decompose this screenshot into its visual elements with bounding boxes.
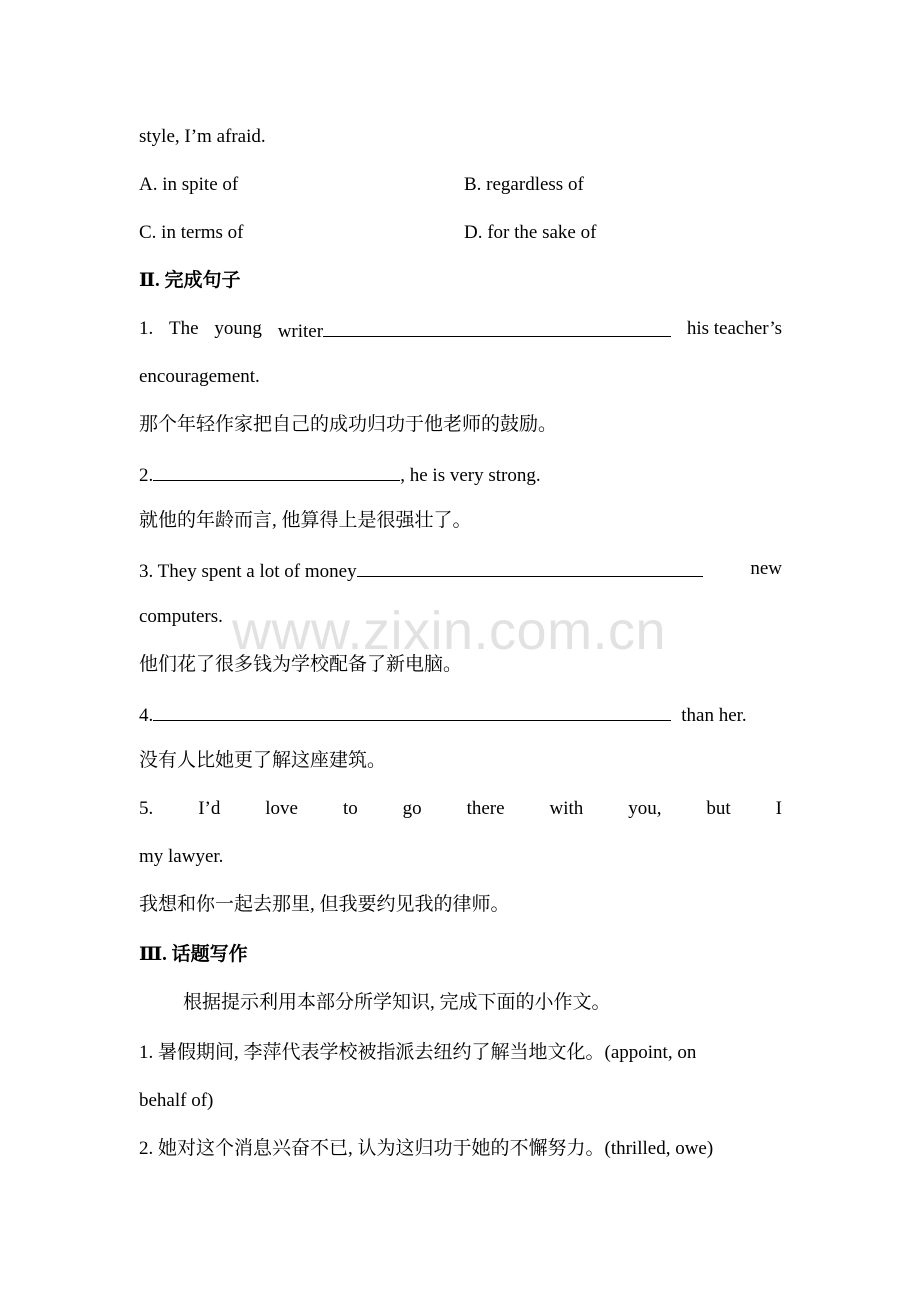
item-5-word: with — [549, 798, 584, 819]
option-a[interactable]: A. in spite of — [139, 174, 239, 195]
item-4-number: 4. — [139, 705, 154, 726]
options-row-2 — [139, 218, 782, 248]
item-5-word: 5. — [139, 798, 154, 819]
option-c[interactable]: C. in terms of — [139, 222, 244, 243]
item-5-word: I’d — [198, 798, 221, 819]
question-tail: style, I’m afraid. — [139, 126, 266, 147]
item-3-with-blank: 3. They spent a lot of money — [139, 554, 703, 584]
item-2-after: , he is very strong. — [400, 465, 541, 486]
section-3-instruction: 根据提示利用本部分所学知识, 完成下面的小作文。 — [183, 992, 611, 1013]
item-4-line — [139, 698, 782, 728]
item-3-chinese: 他们花了很多钱为学校配备了新电脑。 — [139, 654, 463, 675]
item-5-chinese: 我想和你一起去那里, 但我要约见我的律师。 — [139, 894, 510, 915]
writing-item-1: 1. 暑假期间, 李萍代表学校被指派去纽约了解当地文化。(appoint, on — [139, 1042, 697, 1063]
item-5-word: I — [775, 798, 782, 819]
item-1-word: young — [214, 318, 262, 339]
section-3-title: Ⅲ. 话题写作 — [139, 944, 248, 965]
item-5-word: love — [265, 798, 298, 819]
item-5-word: you, — [628, 798, 662, 819]
item-5-word: there — [466, 798, 505, 819]
option-d[interactable]: D. for the sake of — [464, 222, 597, 243]
item-4-after: than her. — [681, 705, 747, 726]
item-3-continuation: computers. — [139, 606, 223, 627]
options-row-1 — [139, 170, 782, 200]
watermark: www.zixin.com.cn — [232, 601, 667, 661]
item-3-after: new — [750, 558, 782, 579]
answer-blank-1[interactable] — [323, 314, 671, 337]
writing-item-1-continuation: behalf of) — [139, 1090, 214, 1111]
item-2-number: 2. — [139, 465, 154, 486]
item-1-word: The — [169, 318, 199, 339]
answer-blank-2[interactable] — [153, 458, 400, 481]
item-1-number: 1. — [139, 318, 154, 339]
item-4-chinese: 没有人比她更了解这座建筑。 — [139, 750, 387, 771]
item-1-continuation: encouragement. — [139, 366, 260, 387]
item-3-line — [139, 554, 782, 584]
item-5-continuation: my lawyer. — [139, 846, 224, 867]
item-5-word: but — [706, 798, 731, 819]
item-1-chinese: 那个年轻作家把自己的成功归功于他老师的鼓励。 — [139, 414, 558, 435]
item-1-line — [139, 314, 782, 344]
item-5-word: to — [342, 798, 358, 819]
item-2-line — [139, 458, 782, 488]
section-2-title: Ⅱ. 完成句子 — [139, 270, 241, 291]
writing-item-2: 2. 她对这个消息兴奋不已, 认为这归功于她的不懈努力。(thrilled, owe) — [139, 1138, 714, 1159]
option-b[interactable]: B. regardless of — [464, 174, 584, 195]
answer-blank-3[interactable] — [357, 554, 703, 577]
item-1-word-with-blank: writer — [278, 314, 671, 344]
item-1-after: his teacher’s — [686, 318, 782, 339]
answer-blank-4[interactable] — [153, 698, 671, 721]
item-2-chinese: 就他的年龄而言, 他算得上是很强壮了。 — [139, 510, 472, 531]
item-5-word: go — [402, 798, 422, 819]
item-5-line — [139, 794, 782, 824]
